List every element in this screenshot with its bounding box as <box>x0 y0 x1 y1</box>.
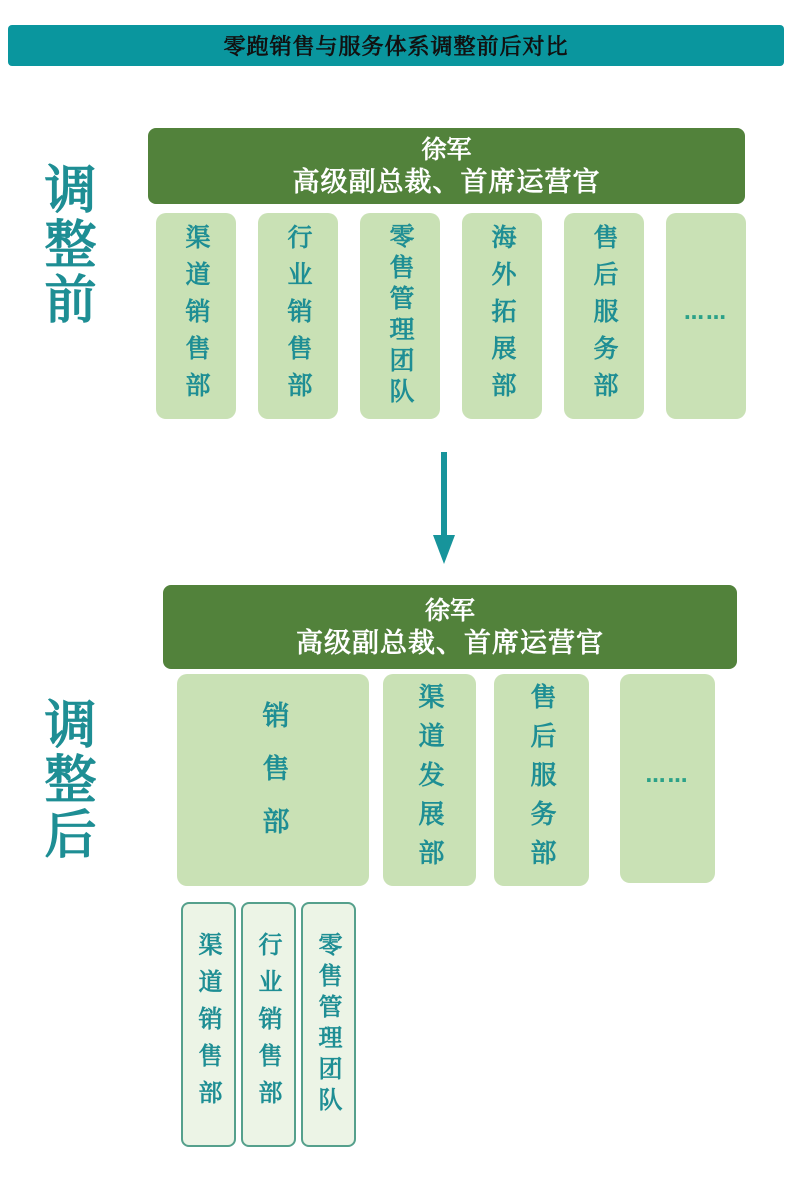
after-leader-name: 徐军 <box>424 595 475 625</box>
before-leader-box <box>148 128 745 204</box>
after-dept-label: 销售部 <box>257 700 289 860</box>
after-subdept-label: 渠道销售部 <box>194 932 222 1117</box>
page-title: 零跑销售与服务体系调整前后对比 <box>8 25 784 66</box>
after-dept-label: 渠道发展部 <box>414 682 444 878</box>
after-dept-sales <box>177 674 369 886</box>
after-subdept-label: 零售管理团队 <box>314 931 342 1118</box>
after-dept-ellipsis <box>620 674 715 883</box>
section-label-before: 调整前 <box>35 162 95 327</box>
after-subdept-label: 行业销售部 <box>254 932 282 1117</box>
after-subdept-retail-mgmt-team <box>301 902 356 1147</box>
before-dept-industry-sales <box>258 213 338 419</box>
before-dept-retail-mgmt-team <box>360 213 440 419</box>
after-leader-role: 高级副总裁、首席运营官 <box>296 627 604 659</box>
after-dept-channel-development <box>383 674 476 886</box>
after-dept-aftersales-service <box>494 674 589 886</box>
before-dept-overseas-expansion <box>462 213 542 419</box>
ellipsis-dots: …… <box>684 300 728 324</box>
after-dept-label: 售后服务部 <box>526 682 556 878</box>
before-leader-role: 高级副总裁、首席运营官 <box>292 166 601 198</box>
after-leader-box <box>163 585 737 669</box>
before-dept-label: 零售管理团队 <box>386 223 415 409</box>
after-subdept-channel-sales <box>181 902 236 1147</box>
before-dept-aftersales-service <box>564 213 644 419</box>
before-dept-label: 渠道销售部 <box>182 223 211 409</box>
before-dept-ellipsis <box>666 213 746 419</box>
before-dept-label: 行业销售部 <box>284 223 313 409</box>
before-dept-label: 售后服务部 <box>590 223 619 409</box>
before-dept-label: 海外拓展部 <box>488 223 517 409</box>
before-leader-name: 徐军 <box>421 134 472 164</box>
before-dept-channel-sales <box>156 213 236 419</box>
after-subdept-industry-sales <box>241 902 296 1147</box>
section-label-after: 调整后 <box>35 697 95 862</box>
ellipsis-dots: …… <box>645 762 690 787</box>
down-arrow-icon <box>429 452 459 564</box>
